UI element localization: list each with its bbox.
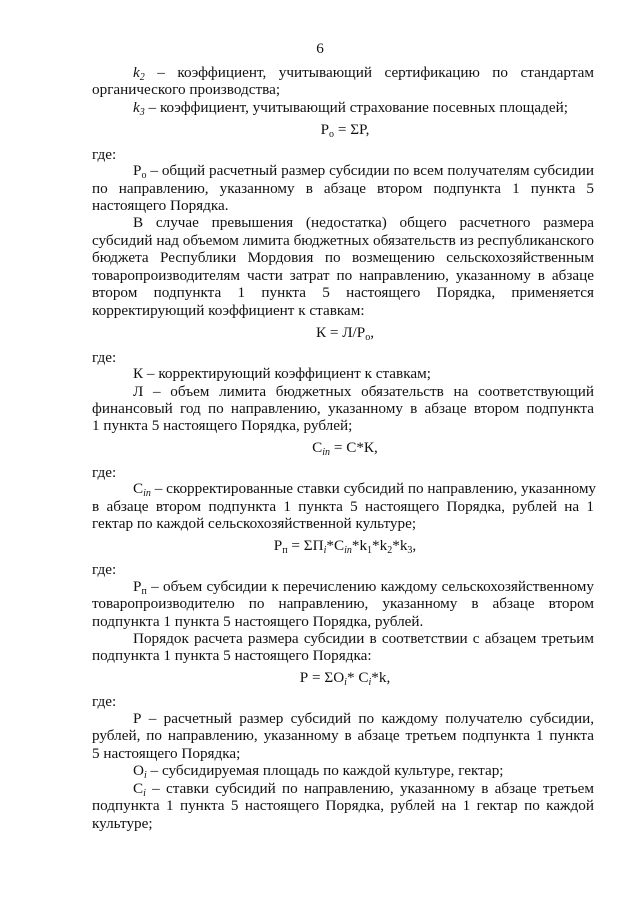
l-definition-line-2: финансовый год по направлению, указанному в абзаце втором подпункта — [92, 400, 594, 417]
cin-definition-line-2: в абзаце втором подпункта 1 пункта 5 настоящего Порядка, рублей на 1 — [92, 498, 594, 515]
oi-definition: $О_i$ – субсидируемая площадь по каждой культуре, гектар; — [133, 762, 504, 781]
pp-definition-line-2: товаропроизводителю по направлению, указанному в абзаце втором — [92, 595, 594, 612]
excess-paragraph-line-4: товаропроизводителям части затрат по направлению, указанному в абзаце — [92, 267, 594, 284]
where-label-2: где: — [92, 349, 117, 366]
where-label-3: где: — [92, 464, 117, 481]
cin-definition-line-3: гектар по каждой сельскохозяйственной культуре; — [92, 515, 417, 532]
formula-correction-coefficient: $К = Л/Р_о$, — [315, 324, 375, 343]
po-definition-line-2: по направлению, указанному в абзаце втором подпункта 1 пункта 5 — [92, 180, 594, 197]
where-label-5: где: — [92, 693, 117, 710]
k2-definition-line-2: органического производства; — [92, 81, 281, 98]
formula-transfer-amount: $Р_п = \Sigma П_i*С_{in}*k_1*k_2*k_3$, — [273, 537, 417, 556]
procedure-paragraph-line-1: Порядок расчета размера субсидии в соответствии с абзацем третьим — [133, 630, 594, 647]
procedure-paragraph-line-2: подпункта 1 пункта 5 настоящего Порядка: — [92, 647, 372, 664]
formula-total-subsidy: $Р_о = \Sigma Р$, — [320, 121, 370, 140]
r-definition-line-2: рублей, по направлению, указанному в абзаце третьем подпункта 1 пункта — [92, 727, 594, 744]
l-definition-line-3: 1 пункта 5 настоящего Порядка, рублей; — [92, 417, 353, 434]
po-definition-line-3: настоящего Порядка. — [92, 197, 229, 214]
po-definition-line-1: $Р_о$ – общий расчетный размер субсидии по всем получателям субсидии — [133, 162, 594, 181]
excess-paragraph-line-3: бюджета Республики Мордовия по возмещению сельскохозяйственным — [92, 249, 594, 266]
excess-paragraph-line-6: корректирующий коэффициент к ставкам: — [92, 302, 365, 319]
ci-definition-line-2: подпункта 1 пункта 5 настоящего Порядка, рублей на 1 гектар по каждой — [92, 797, 594, 814]
pp-definition-line-1: $Р_п$ – объем субсидии к перечислению каждому сельскохозяйственному — [133, 578, 594, 597]
excess-paragraph-line-1: В случае превышения (недостатка) общего расчетного размера — [133, 214, 594, 231]
k2-definition-line-1: $k_2$ – коэффициент, учитывающий сертификацию по стандартам — [133, 64, 594, 83]
r-definition-line-3: 5 настоящего Порядка; — [92, 745, 241, 762]
excess-paragraph-line-2: субсидий над объемом лимита бюджетных обязательств из республиканского — [92, 232, 594, 249]
excess-paragraph-line-5: втором подпункта 1 пункта 5 настоящего Порядка, применяется — [92, 284, 594, 301]
ci-definition-line-1: $С_i$ – ставки субсидий по направлению, указанному в абзаце третьем — [133, 780, 594, 799]
pp-definition-line-3: подпункта 1 пункта 5 настоящего Порядка, рублей. — [92, 613, 424, 630]
k3-definition: $k_3$ – коэффициент, учитывающий страхование посевных площадей; — [133, 99, 568, 118]
where-label-4: где: — [92, 561, 117, 578]
formula-subsidy-per-recipient: $Р = \Sigma О_i*$ $С_i*k$, — [299, 669, 391, 688]
l-definition-line-1: Л – объем лимита бюджетных обязательств на соответствующий — [133, 383, 594, 400]
where-label-1: где: — [92, 146, 117, 163]
formula-adjusted-rates: $С_{in} = С*К$, — [312, 439, 378, 458]
cin-definition-line-1: $С_{in}$ – скорректированные ставки субсидий по направлению, указанному — [133, 480, 597, 499]
page-number: 6 — [316, 40, 324, 57]
k-definition: К – корректирующий коэффициент к ставкам; — [133, 365, 431, 382]
r-definition-line-1: Р – расчетный размер субсидий по каждому получателю субсидии, — [133, 710, 594, 727]
ci-definition-line-3: культуре; — [92, 815, 153, 832]
